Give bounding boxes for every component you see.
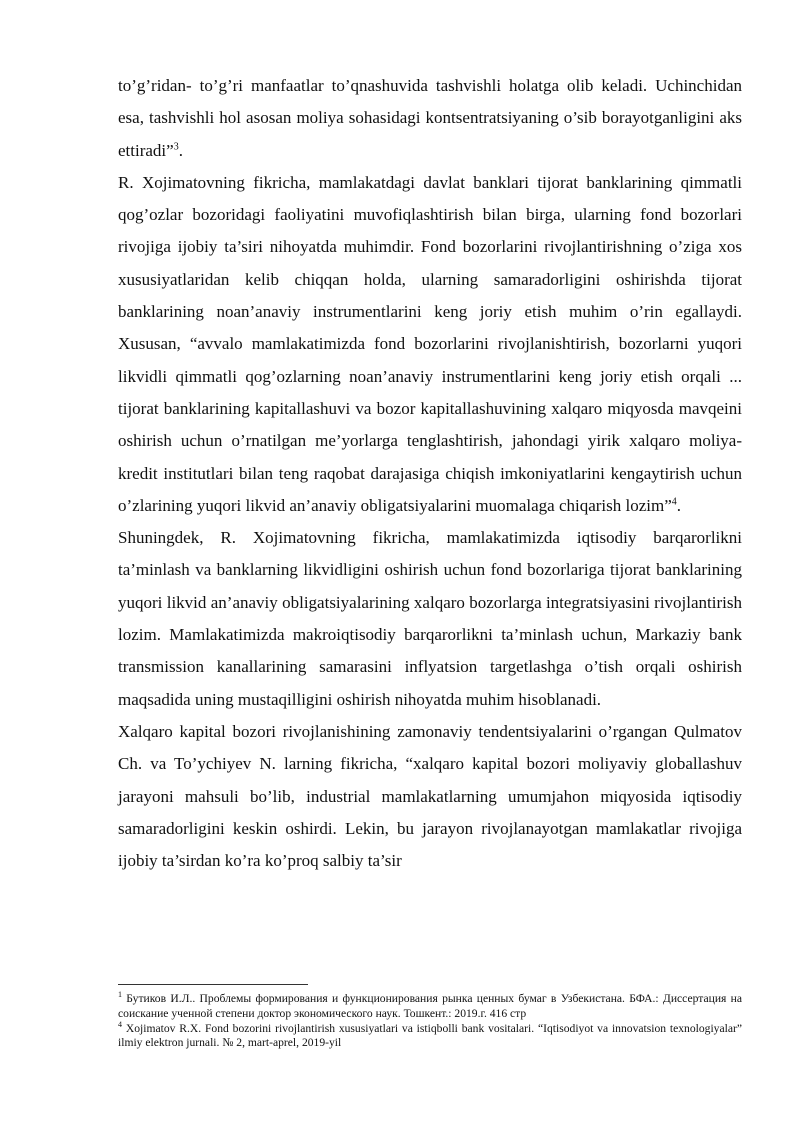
paragraph-tail: . <box>178 140 183 160</box>
paragraph <box>118 70 742 167</box>
footnote-reference: 3 <box>173 140 179 152</box>
footnote-separator <box>118 984 308 985</box>
paragraph <box>118 716 742 877</box>
paragraph-text: Shuningdek, R. Xojimatovning fikricha, mamlakatimizda iqtisodiy barqarorlikni ta’minlash va banklarning likvidligini oshirish uchun fond bozorlariga tijorat banklarining yuqori likvid an’anaviy obligatsiyalarining xalqaro bozorlarga integratsiyasini rivojlantirish lozim. Mamlakatimizda makroiqtisodiy barqarorlikni ta’minlash uchun, Markaziy bank transmission kanallarining samarasini inflyatsion targetlashga o’tish orqali oshirish maqsadida uning mustaqilligini oshirish nihoyatda muhim hisoblanadi. <box>118 528 742 709</box>
paragraph <box>118 167 742 522</box>
footnote-text: Бутиков И.Л.. Проблемы формирования и функционирования рынка ценных бумаг в Узбекистана. БФА.: Диссертация на соискание ученной степени доктор экономического наук. Тошкент.: 2019.г. 416 стр <box>118 992 742 1020</box>
footnote-marker: 4 <box>118 1019 122 1029</box>
paragraph-text: to’g’ridan- to’g’ri manfaatlar to’qnashuvida tashvishli holatga olib keladi. Uchinchidan esa, tashvishli hol asosan moliya sohasidagi kontsentratsiyaning o’sib borayotganligini aks ettiradi” <box>118 76 742 160</box>
paragraph <box>118 522 742 716</box>
footnotes <box>118 992 742 1051</box>
footnote <box>118 1019 742 1052</box>
footnote-marker: 1 <box>118 990 122 1000</box>
footnote-reference: 4 <box>671 496 677 508</box>
paragraph-tail: . <box>676 495 682 515</box>
paragraph-text: Xalqaro kapital bozori rivojlanishining zamonaviy tendentsiyalarini o’rgangan Qulmatov Ch. va To’ychiyev N. larning fikricha, “xalqaro kapital bozori moliyaviy globallashuv jarayoni mahsuli bo’lib, industrial mamlakatlarning umumjahon miqyosida iqtisodiy samaradorligini keskin oshirdi. Lekin, bu jarayon rivojlanayotgan mamlakatlar rivojiga ijobiy ta’sirdan ko’ra ko’proq salbiy ta’sir <box>118 721 742 871</box>
footnote <box>118 992 742 1022</box>
paragraph-text: R. Xojimatovning fikricha, mamlakatdagi davlat banklari tijorat banklarining qimmatli qog’ozlar bozoridagi faoliyatini muvofiqlashtirish bilan birga, ularning fond bozorlari rivojiga ijobiy ta’siri nihoyatda muhimdir. Fond bozorlarini rivojlantirishning o’ziga xos xususiyatlaridan kelib chiqqan holda, ularning samaradorligini oshirishda tijorat banklarining noan’anaviy instrumentlarini keng joriy etish muhim o’rin egallaydi. Xususan, “avvalo mamlakatimizda fond bozorlarini rivojlanishtirish, bozorlarni yuqori likvidli qimmatli qog’ozlarning noan’anaviy instrumentlarini keng joriy etish orqali ... tijorat banklarining kapitallashuvi va bozor kapitallashuvining xalqaro miqyosda mavqeini oshirish uchun o’rnatilgan me’yorlarga tenglashtirish, jahondagi yirik xalqaro moliya-kredit institutlari bilan teng raqobat darajasiga chiqish imkoniyatlarini kengaytirish uchun o’zlarining yuqori likvid an’anaviy obligatsiyalarini muomalaga chiqarish lozim” <box>118 172 742 515</box>
document-body <box>118 70 742 877</box>
footnote-text: Xojimatov R.X. Fond bozorini rivojlantirish xususiyatlari va istiqbolli bank vositalari. “Iqtisodiyot va innovatsion texnologiyalar” ilmiy elektron jurnali. № 2, mart-aprel, 2019-yil <box>118 1021 742 1050</box>
